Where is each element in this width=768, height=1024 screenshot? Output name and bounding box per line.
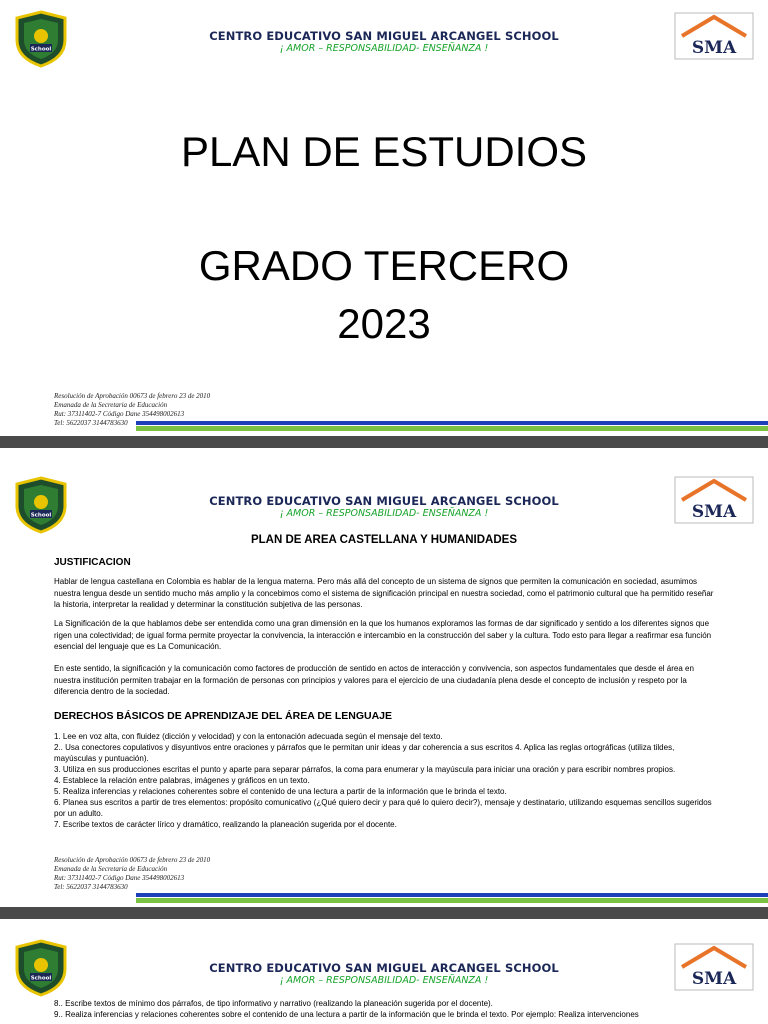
list-item: 8.. Escribe textos de mínimo dos párrafos, de tipo informativo y narrativo (realizando la planeación sugerida por el docente).	[54, 999, 493, 1008]
school-motto: ¡ AMOR – RESPONSABILIDAD- ENSEÑANZA !	[279, 508, 489, 519]
school-name: CENTRO EDUCATIVO SAN MIGUEL ARCANGEL SCHOOL	[209, 29, 559, 43]
sma-logo	[674, 12, 754, 60]
dba-list	[54, 731, 716, 830]
school-name: CENTRO EDUCATIVO SAN MIGUEL ARCANGEL SCHOOL	[209, 494, 559, 508]
content-page	[0, 448, 768, 907]
school-name: CENTRO EDUCATIVO SAN MIGUEL ARCANGEL SCHOOL	[209, 961, 559, 975]
justification-paragraph-1: Hablar de lengua castellana en Colombia es hablar de la lengua materna. Pero más allá del concepto de un sistema de signos que permiten la comunicación en sociedad, asumimos nuestra lengua desde un sentido mucho más amplio y la concebimos como el sistema de significación principal en nuestra sociedad, como el patrimonio cultural que ha permitido reseñar la historia, interpretar la realidad y determinar la constitución subjetiva de las personas.	[54, 577, 714, 610]
crest-text: School	[30, 46, 52, 53]
crest-text: School	[30, 512, 52, 519]
cover-year: 2023	[337, 300, 431, 347]
cover-grade: GRADO TERCERO	[198, 242, 570, 289]
footer-emanada: Emanada de la Secretaria de Educación	[54, 401, 168, 409]
dba-heading: DERECHOS BÁSICOS DE APRENDIZAJE DEL ÁREA DE LENGUAJE	[54, 710, 392, 722]
footer-bar-green	[136, 426, 768, 431]
list-item: 6. Planea sus escritos a partir de tres elementos: propósito comunicativo (¿Qué quiero decir y para qué lo quiero decir?), mensaje y destinatario, utilizando esquemas sencillos sugeridos por un adulto.	[54, 798, 712, 818]
list-item: 5. Realiza inferencias y relaciones coherentes sobre el contenido de una lectura a partir de la información que le brinda el texto.	[54, 787, 507, 796]
area-plan-title: PLAN DE AREA CASTELLANA Y HUMANIDADES	[250, 534, 517, 546]
sma-logo-text: SMA	[691, 38, 737, 58]
footer-phone: Tel: 5622037 3144783630	[54, 419, 128, 427]
justification-heading: JUSTIFICACION	[54, 557, 131, 568]
sma-logo-text: SMA	[691, 502, 737, 522]
school-motto: ¡ AMOR – RESPONSABILIDAD- ENSEÑANZA !	[279, 43, 489, 54]
list-item: 2.. Usa conectores copulativos y disyuntivos entre oraciones y párrafos que le permitan unir ideas y dar coherencia a sus escritos 4. Aplica las reglas ortográficas (utiliza tildes, mayúsculas y puntuación).	[54, 743, 675, 763]
justification-paragraph-2: La Significación de la que hablamos debe ser entendida como una gran dimensión en la que los humanos exploramos las formas de dar significado y sentido a los diferentes signos que rigen una colectividad; de igual forma permite proyectar la convivencia, la interacción e intercambio en la construcción del saber y la cultura. Todo esto para llegar a reafirmar esa función esencial del lenguaje que es La Comunicación.	[54, 619, 712, 652]
sma-logo	[674, 476, 754, 524]
sma-logo-text: SMA	[691, 969, 737, 989]
dba-list-continued	[54, 998, 716, 1020]
sma-logo	[674, 943, 754, 991]
footer-rut: Rut: 37311402-7 Código Dane 354498002613	[54, 410, 185, 418]
list-item: 4. Establece la relación entre palabras, imágenes y gráficos en un texto.	[54, 776, 310, 785]
list-item: 3. Utiliza en sus producciones escritas el punto y aparte para separar párrafos, la coma para enumerar y la mayúscula para iniciar una oración y para escribir nombres propios.	[54, 765, 676, 774]
school-motto: ¡ AMOR – RESPONSABILIDAD- ENSEÑANZA !	[279, 975, 489, 986]
footer-rut: Rut: 37311402-7 Código Dane 354498002613	[54, 874, 185, 882]
crest-text: School	[30, 975, 52, 982]
footer-bar-blue	[136, 893, 768, 897]
list-item: 1. Lee en voz alta, con fluidez (dicción y velocidad) y con la entonación adecuada según el mensaje del texto.	[54, 732, 443, 741]
cover-title: PLAN DE ESTUDIOS	[180, 128, 588, 175]
footer-phone: Tel: 5622037 3144783630	[54, 883, 128, 891]
footer-resolution: Resolución de Aprobación 00673 de febrero 23 de 2010	[54, 856, 211, 864]
justification-paragraph-3: En este sentido, la significación y la comunicación como factores de producción de sentido en actos de interacción y convivencia, son aspectos fundamentales que desde el área en nuestra institución permiten trabajar en la formación de personas con principios y valores para el ejercicio de una ciudadanía plena desde el concepto de inclusión y respeto por la diferencia dentro de la sociedad.	[54, 664, 694, 697]
list-item: 7. Escribe textos de carácter lírico y dramático, realizando la planeación sugerida por el docente.	[54, 820, 397, 829]
list-item: 9.. Realiza inferencias y relaciones coherentes sobre el contenido de una lectura a partir de la información que le brinda el texto. Por ejemplo: Realiza intervenciones	[54, 1010, 639, 1019]
content-page-partial	[0, 919, 768, 1024]
footer-bar-green	[136, 898, 768, 903]
footer-resolution: Resolución de Aprobación 00673 de febrero 23 de 2010	[54, 392, 211, 400]
footer-emanada: Emanada de la Secretaria de Educación	[54, 865, 168, 873]
page-footer	[54, 856, 210, 892]
cover-page	[0, 0, 768, 436]
footer-bar-blue	[136, 421, 768, 425]
